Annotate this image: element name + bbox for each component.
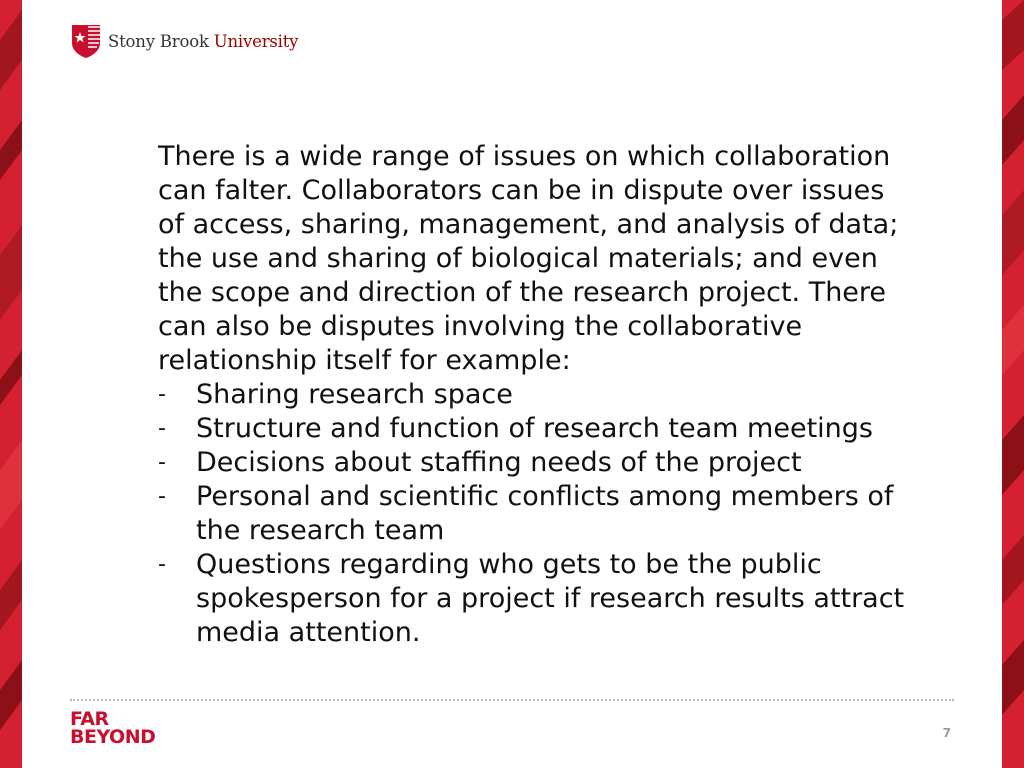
- slide-body: [158, 140, 918, 650]
- list-item: [158, 480, 918, 548]
- bullet-dash: -: [158, 416, 166, 441]
- bullet-dash: -: [158, 450, 166, 475]
- shield-icon: [70, 23, 102, 59]
- bullet-dash: -: [158, 382, 166, 407]
- bullet-list: [158, 378, 918, 650]
- list-item-text: Questions regarding who gets to be the public spokesperson for a project if research results attract media attention.: [196, 549, 905, 648]
- list-item-text: Personal and scientific conflicts among members of the research team: [196, 481, 894, 546]
- footer-divider: [70, 699, 954, 701]
- list-item: [158, 412, 918, 446]
- university-name-part1: Stony Brook: [108, 31, 214, 51]
- far-beyond-tagline: [70, 710, 155, 746]
- list-item: [158, 548, 918, 650]
- list-item: [158, 446, 918, 480]
- list-item: [158, 378, 918, 412]
- tagline-line2: BEYOND: [70, 726, 156, 748]
- right-decorative-band: [1002, 0, 1024, 768]
- university-name: [108, 32, 298, 51]
- list-item-text: Sharing research space: [196, 379, 513, 410]
- page-number: 7: [942, 726, 951, 740]
- body-paragraph: There is a wide range of issues on which collaboration can falter. Collaborators can be in dispute over issues of access, sharing, management, and analysis of data; the use and sharing of biological materials; and even the scope and direction of the research project. There can also be disputes involving the collaborative relationship itself for example:: [158, 141, 899, 376]
- university-name-part2: University: [213, 31, 299, 51]
- bullet-dash: -: [158, 484, 166, 509]
- tagline-line1: FAR: [70, 708, 109, 730]
- list-item-text: Decisions about staffing needs of the project: [196, 447, 802, 478]
- list-item-text: Structure and function of research team meetings: [196, 413, 873, 444]
- bullet-dash: -: [158, 552, 166, 577]
- left-decorative-band: [0, 0, 22, 768]
- university-logo: [70, 22, 298, 60]
